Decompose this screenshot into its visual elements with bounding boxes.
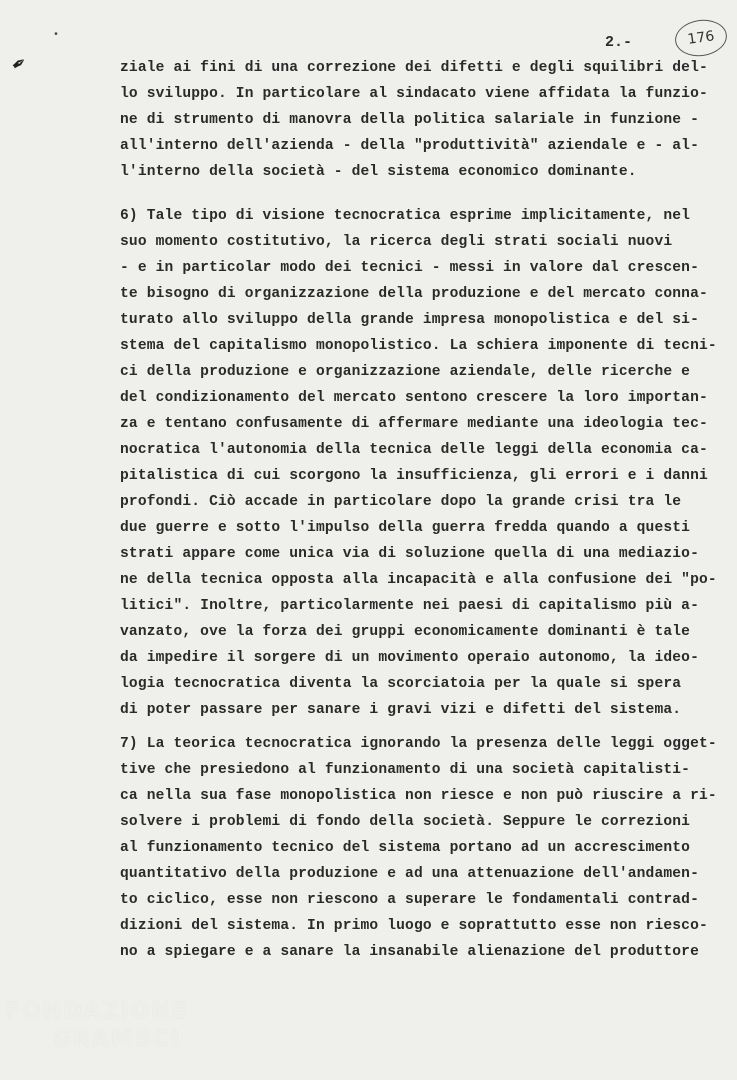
text-line: logia tecnocratica diventa la scorciatoia per la quale si spera	[120, 676, 682, 692]
text-line: ne di strumento di manovra della politica salariale in funzione -	[120, 112, 699, 128]
pen-mark: ✒	[6, 49, 32, 78]
text-line: 6) Tale tipo di visione tecnocratica esprime implicitamente, nel	[120, 208, 691, 224]
text-line: da impedire il sorgere di un movimento operaio autonomo, la ideo-	[120, 650, 699, 666]
text-line: quantitativo della produzione e ad una attenuazione dell'andamen-	[120, 866, 699, 882]
page-number: 2.-	[605, 34, 633, 51]
text-line: ne della tecnica opposta alla incapacità e alla confusione dei "po-	[120, 572, 717, 588]
archive-stamp: 176	[673, 17, 730, 60]
text-line: l'interno della società - del sistema economico dominante.	[120, 164, 637, 180]
text-line: vanzato, ove la forza dei gruppi economicamente dominanti è tale	[120, 624, 691, 640]
text-line: za e tentano confusamente di affermare mediante una ideologia tec-	[120, 416, 708, 432]
watermark-line-2: GRAMSCI	[53, 1027, 182, 1052]
text-line: strati appare come unica via di soluzione quella di una mediazio-	[120, 546, 699, 562]
text-line: profondi. Ciò accade in particolare dopo la grande crisi tra le	[120, 494, 682, 510]
watermark-logo	[5, 998, 205, 1078]
text-line: turato allo sviluppo della grande impresa monopolistica e del si-	[120, 312, 699, 328]
text-line: - e in particolar modo dei tecnici - messi in valore dal crescen-	[120, 260, 699, 276]
ink-dot: •	[53, 30, 60, 41]
text-line: dizioni del sistema. In primo luogo e soprattutto esse non riesco-	[120, 918, 708, 934]
text-line: nocratica l'autonomia della tecnica delle leggi della economia ca-	[120, 442, 708, 458]
text-line: al funzionamento tecnico del sistema portano ad un accrescimento	[120, 840, 691, 856]
text-line: te bisogno di organizzazione della produzione e del mercato conna-	[120, 286, 708, 302]
watermark-line-1: FONDAZIONE	[5, 999, 189, 1024]
text-line: tive che presiedono al funzionamento di una società capitalisti-	[120, 762, 691, 778]
text-line: stema del capitalismo monopolistico. La schiera imponente di tecni-	[120, 338, 717, 354]
text-line: ziale ai fini di una correzione dei difetti e degli squilibri del-	[120, 60, 708, 76]
text-line: solvere i problemi di fondo della società. Seppure le correzioni	[120, 814, 691, 830]
text-line: litici". Inoltre, particolarmente nei paesi di capitalismo più a-	[120, 598, 699, 614]
text-line: all'interno dell'azienda - della "produttività" aziendale e - al-	[120, 138, 699, 154]
text-line: lo sviluppo. In particolare al sindacato viene affidata la funzio-	[120, 86, 708, 102]
text-line: due guerre e sotto l'impulso della guerra fredda quando a questi	[120, 520, 691, 536]
text-line: pitalistica di cui scorgono la insufficienza, gli errori e i danni	[120, 468, 708, 484]
text-line: ca nella sua fase monopolistica non riesce e non può riuscire a ri-	[120, 788, 717, 804]
text-line: 7) La teorica tecnocratica ignorando la presenza delle leggi ogget-	[120, 736, 717, 752]
text-line: to ciclico, esse non riescono a superare le fondamentali contrad-	[120, 892, 699, 908]
text-line: del condizionamento del mercato sentono crescere la loro importan-	[120, 390, 708, 406]
text-line: ci della produzione e organizzazione aziendale, delle ricerche e	[120, 364, 691, 380]
text-line: di poter passare per sanare i gravi vizi e difetti del sistema.	[120, 702, 682, 718]
text-line: no a spiegare e a sanare la insanabile alienazione del produttore	[120, 944, 699, 960]
text-line: suo momento costitutivo, la ricerca degli strati sociali nuovi	[120, 234, 673, 250]
